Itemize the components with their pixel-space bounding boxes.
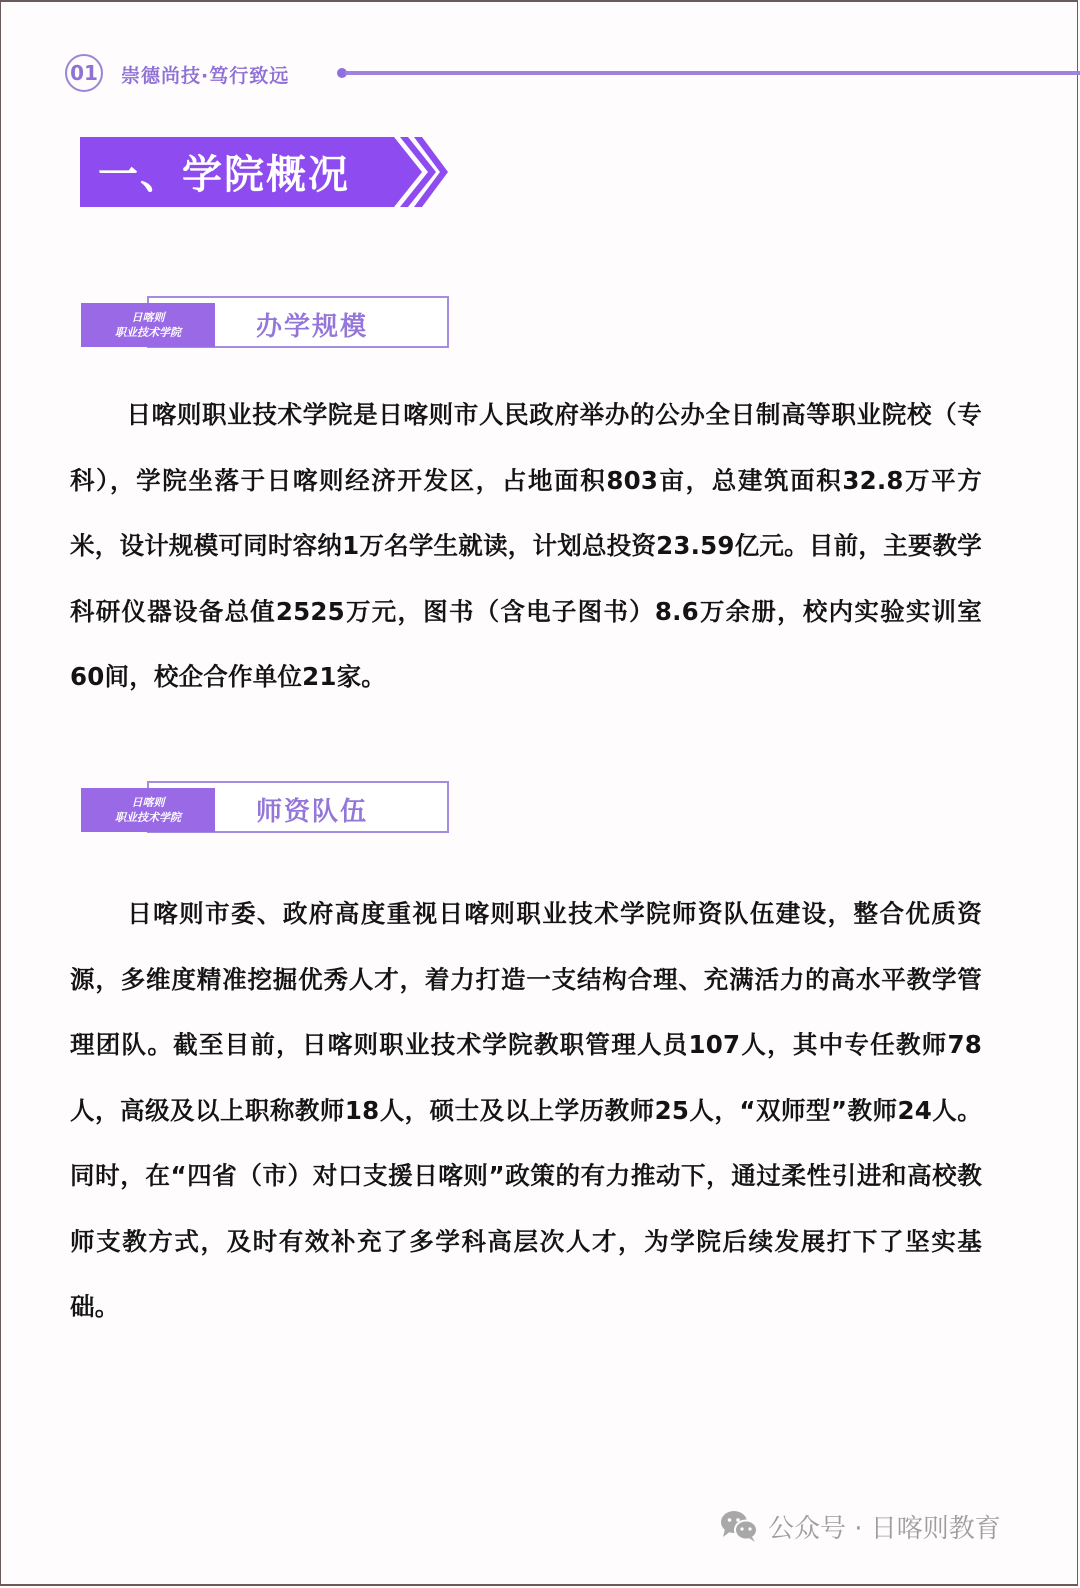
college-tag-line2: 职业技术学院: [115, 326, 181, 339]
college-tag-line2: 职业技术学院: [115, 811, 181, 824]
section-title: 一、学院概况: [98, 152, 350, 198]
college-tag-line1: 日喀则: [131, 796, 165, 809]
chapter-slogan: 崇德尚技·笃行致远: [121, 65, 290, 87]
header-divider-line: [345, 71, 1080, 75]
wechat-icon: [720, 1510, 758, 1542]
subsection-label-faculty: [81, 781, 453, 837]
subsection-title: 办学规模: [256, 312, 369, 342]
chapter-header: [65, 54, 1080, 94]
subsection-title: 师资队伍: [256, 797, 369, 827]
paragraph-scale: [70, 382, 982, 710]
section-banner: [80, 137, 446, 207]
watermark: [720, 1506, 1001, 1546]
triple-chevron-icon: [368, 137, 448, 207]
paragraph-faculty: [70, 881, 982, 1340]
chapter-number-badge: 01: [65, 54, 103, 92]
college-tag: [81, 788, 215, 832]
paragraph-scale-text: 日喀则职业技术学院是日喀则市人民政府举办的公办全日制高等职业院校（专科），学院坐落于日喀则经济开发区，占地面积803亩，总建筑面积32.8万平方米，设计规模可同时容纳1万名学生就读，计划总投资23.59亿元。目前，主要教学科研仪器设备总值2525万元，图书（含电子图书）8.6万余册，校内实验实训室60间，校企合作单位21家。: [70, 400, 982, 691]
college-tag-line1: 日喀则: [131, 311, 165, 324]
college-tag: [81, 303, 215, 347]
paragraph-faculty-text: 日喀则市委、政府高度重视日喀则职业技术学院师资队伍建设，整合优质资源，多维度精准挖掘优秀人才，着力打造一支结构合理、充满活力的高水平教学管理团队。截至目前，日喀则职业技术学院教职管理人员107人，其中专任教师78人，高级及以上职称教师18人，硕士及以上学历教师25人，“双师型”教师24人。同时，在“四省（市）对口支援日喀则”政策的有力推动下，通过柔性引进和高校教师支教方式，及时有效补充了多学科高层次人才，为学院后续发展打下了坚实基础。: [70, 899, 982, 1321]
subsection-label-scale: [81, 296, 453, 352]
watermark-text: 公众号 · 日喀则教育: [768, 1513, 1001, 1544]
